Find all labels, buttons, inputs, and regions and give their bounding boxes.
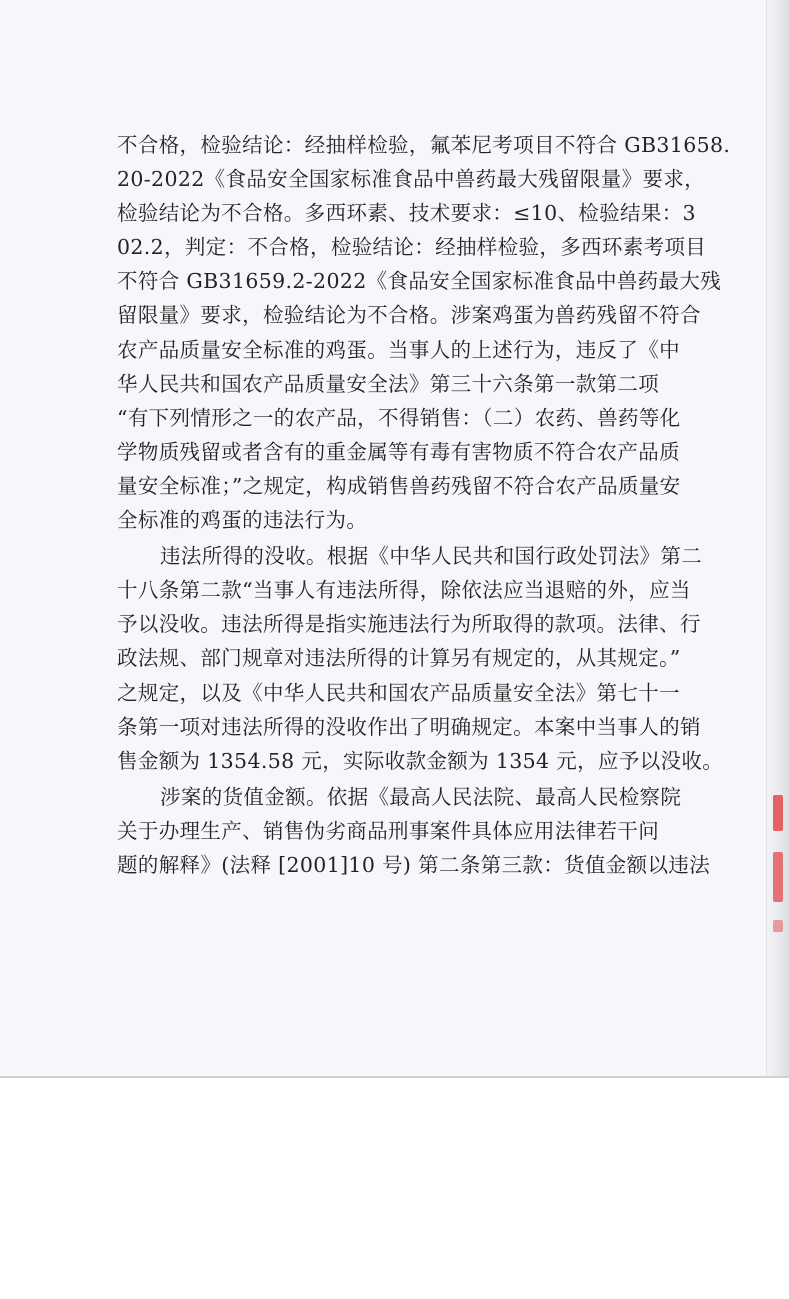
blank-margin (0, 1078, 789, 1299)
text-line: 留限量》要求，检验结论为不合格。涉案鸡蛋为兽药残留不符合 (117, 303, 701, 328)
text-line: 违法所得的没收。根据《中华人民共和国行政处罚法》第二 (160, 544, 703, 569)
text-line: 涉案的货值金额。依据《最高人民法院、最高人民检察院 (160, 784, 682, 809)
text-line: 学物质残留或者含有的重金属等有毒有害物质不符合农产品质 (117, 439, 680, 464)
text-line: 十八条第二款“当事人有违法所得，除依法应当退赔的外，应当 (117, 578, 691, 603)
text-line: 之规定，以及《中华人民共和国农产品质量安全法》第七十一 (117, 680, 680, 705)
text-line: 关于办理生产、销售伪劣商品刑事案件具体应用法律若干问 (117, 818, 660, 843)
red-seal-fragment (773, 920, 783, 932)
paragraph-inspection-conclusion (117, 128, 731, 537)
text-line: 农产品质量安全标准的鸡蛋。当事人的上述行为，违反了《中 (117, 337, 680, 362)
text-line: 20-2022《食品安全国家标准食品中兽药最大残留限量》要求， (117, 167, 706, 192)
text-line: 条第一项对违法所得的没收作出了明确规定。本案中当事人的销 (117, 714, 701, 739)
page-edge-shadow (766, 0, 789, 1078)
text-line: 不合格，检验结论：经抽样检验，氟苯尼考项目不符合 GB31658. (117, 133, 731, 157)
text-line: 02.2，判定：不合格，检验结论：经抽样检验，多西环素考项目 (117, 235, 707, 260)
text-line: 量安全标准；”之规定，构成销售兽药残留不符合农产品质量安 (117, 473, 681, 498)
paragraph-illegal-income-confiscation (117, 539, 724, 778)
text-line: “有下列情形之一的农产品，不得销售：（二）农药、兽药等化 (117, 405, 681, 430)
text-line: 题的解释》(法释 [2001]10 号) 第二条第三款：货值金额以违法 (117, 852, 711, 877)
text-line: 予以没收。违法所得是指实施违法行为所取得的款项。法律、行 (117, 612, 701, 637)
text-line: 政法规、部门规章对违法所得的计算另有规定的，从其规定。” (117, 646, 681, 671)
text-line: 全标准的鸡蛋的违法行为。 (117, 508, 368, 533)
paragraph-goods-value (117, 780, 711, 882)
red-seal-fragment (773, 852, 783, 902)
text-line: 华人民共和国农产品质量安全法》第三十六条第一款第二项 (117, 371, 660, 396)
text-line: 不符合 GB31659.2-2022《食品安全国家标准食品中兽药最大残 (117, 269, 722, 294)
text-line: 售金额为 1354.58 元，实际收款金额为 1354 元，应予以没收。 (117, 748, 724, 773)
red-seal-fragment (773, 795, 783, 831)
document-body (117, 128, 731, 882)
text-line: 检验结论为不合格。多西环素、技术要求：≤10、检验结果：3 (117, 201, 696, 226)
